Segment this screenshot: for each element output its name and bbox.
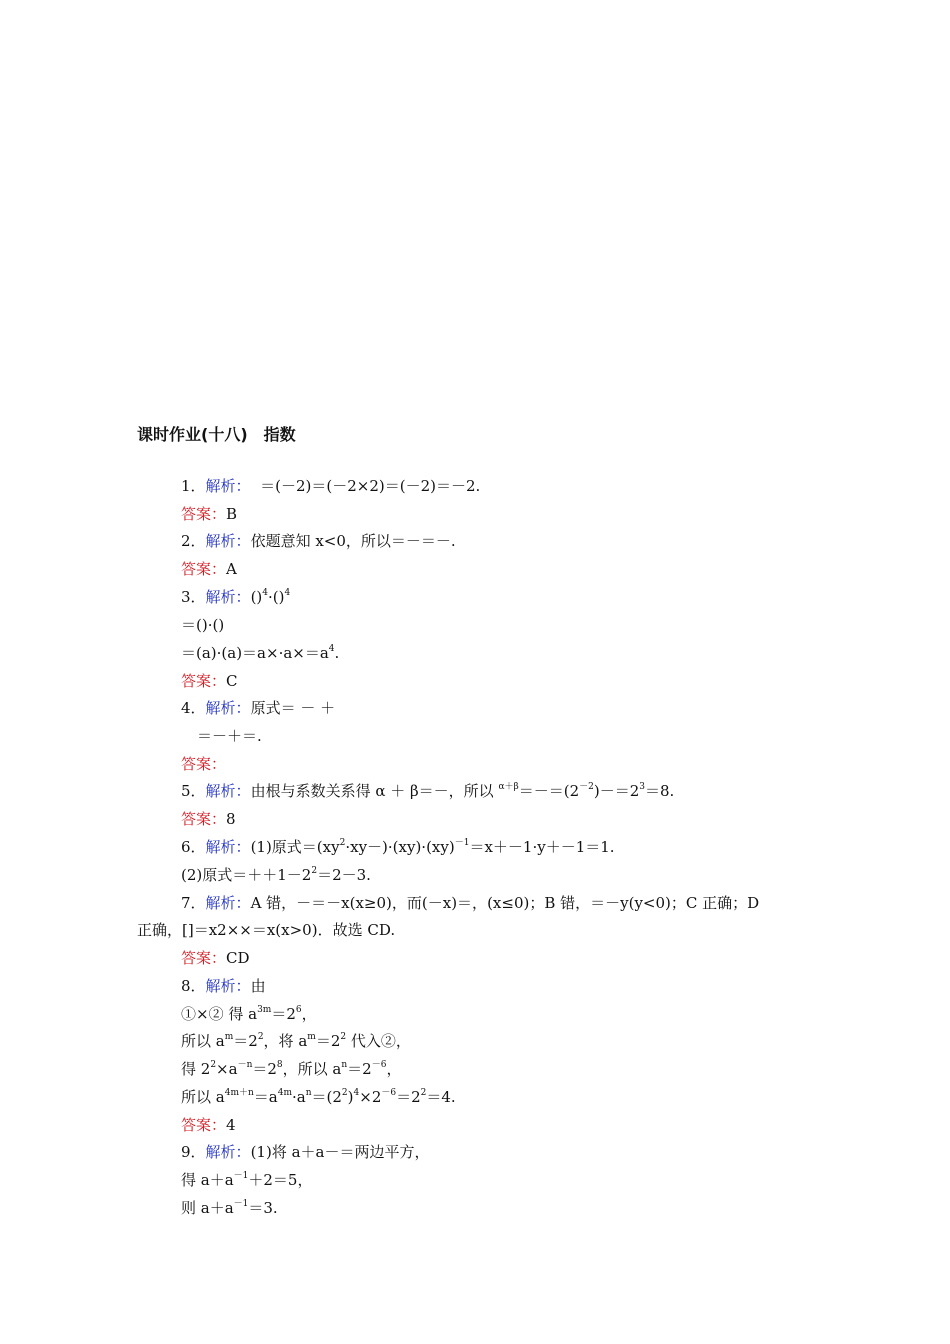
- q8e-text-1: 所以 a: [181, 1088, 225, 1106]
- q7-text: A 错，－＝－x(x≥0)，而(－x)＝，(x≤0)；B 错，＝－y(y<0)；C 正确；D: [250, 894, 760, 912]
- q8c-sup-3: m: [307, 1032, 316, 1042]
- q8-jiexi-label: 解析：: [205, 977, 251, 995]
- q8e-text-5: ): [347, 1088, 354, 1106]
- a3-daan-label: 答案：: [181, 672, 227, 690]
- a5-answer: 8: [226, 810, 236, 828]
- q9c-line: [181, 1198, 278, 1221]
- q8e-sup-2: 4m: [277, 1088, 292, 1098]
- q3c-line: [181, 643, 339, 666]
- q6b-line: [181, 865, 371, 888]
- a1-answer: B: [226, 505, 238, 523]
- q2-jiexi-label: 解析：: [205, 532, 251, 550]
- q2-text: 依题意知 x<0，所以＝－＝－.: [250, 532, 456, 550]
- q6-text-3: ＝x＋－1·y＋－1＝1.: [469, 838, 615, 856]
- q8b-sup-1: 3m: [257, 1005, 272, 1015]
- a8-line: [181, 1115, 236, 1135]
- q3c-text-2: .: [334, 644, 340, 662]
- a4-line: [181, 754, 226, 774]
- q9c-text-1: 则 a＋a: [181, 1199, 234, 1217]
- q8c-sup-4: 2: [340, 1032, 347, 1042]
- q8d-text-5: ＝2: [347, 1060, 372, 1078]
- a7-daan-label: 答案：: [181, 949, 227, 967]
- q5-text-4: ＝8.: [645, 782, 675, 800]
- q8d-sup-2: －n: [237, 1060, 253, 1070]
- q8c-text-3: ，将 a: [263, 1032, 308, 1050]
- q1-number: 1．: [181, 477, 206, 495]
- a8-answer: 4: [226, 1116, 236, 1134]
- q4-line: [181, 698, 335, 718]
- q9-jiexi-label: 解析：: [205, 1143, 251, 1161]
- q8c-line: [181, 1031, 411, 1054]
- a2-daan-label: 答案：: [181, 560, 227, 578]
- q3-number: 3．: [181, 588, 206, 606]
- a5-daan-label: 答案：: [181, 810, 227, 828]
- q6-sup-1: 2: [339, 838, 346, 848]
- q4-text: 原式＝ － ＋: [250, 699, 336, 717]
- q8b-sup-2: 6: [295, 1005, 302, 1015]
- q8e-text-7: ＝2: [396, 1088, 421, 1106]
- q8c-sup-2: 2: [257, 1032, 264, 1042]
- q8d-sup-1: 2: [210, 1060, 217, 1070]
- q8e-text-6: ×2: [359, 1088, 382, 1106]
- q8b-text-2: ＝2: [271, 1005, 296, 1023]
- q8c-text-2: ＝2: [233, 1032, 258, 1050]
- q1-line: [181, 476, 480, 496]
- a7-answer: CD: [226, 949, 250, 967]
- q5-number: 5．: [181, 782, 206, 800]
- q6-number: 6．: [181, 838, 206, 856]
- q4-jiexi-label: 解析：: [205, 699, 251, 717]
- q3c-text-1: ＝(a)·(a)＝a×·a×＝a: [181, 644, 329, 662]
- q8e-sup-6: －6: [381, 1088, 397, 1098]
- q3b-line: ＝()·(): [181, 616, 225, 634]
- q6-jiexi-label: 解析：: [205, 838, 251, 856]
- q9-line: [181, 1142, 429, 1162]
- q8d-text-2: ×a: [216, 1060, 238, 1078]
- a2-answer: A: [226, 560, 237, 578]
- q9-number: 9．: [181, 1143, 206, 1161]
- q7-line: [181, 893, 759, 913]
- q8c-sup-1: m: [224, 1032, 234, 1042]
- q8b-text-1: ①×② 得 a: [181, 1005, 258, 1023]
- q8d-sup-4: n: [341, 1060, 348, 1070]
- q6-text-2: ·xy－)·(xy)·(xy): [345, 838, 455, 856]
- q8b-text-3: ，: [301, 1005, 317, 1023]
- q8d-text-4: ，所以 a: [282, 1060, 342, 1078]
- q9b-text-1: 得 a＋a: [181, 1171, 234, 1189]
- q3c-sup-1: 4: [328, 644, 335, 654]
- q5-sup-1: α＋β: [498, 782, 519, 792]
- q6b-text-2: ＝2－3.: [317, 866, 371, 884]
- q8e-line: [181, 1087, 456, 1110]
- q6-text-1: (1)原式＝(xy: [250, 838, 340, 856]
- q7-jiexi-label: 解析：: [205, 894, 251, 912]
- a5-line: [181, 809, 236, 829]
- q8e-sup-1: 4m＋n: [224, 1088, 254, 1098]
- q3-line: [181, 587, 290, 610]
- q4-number: 4．: [181, 699, 206, 717]
- q8e-sup-3: n: [305, 1088, 312, 1098]
- a7-line: [181, 948, 250, 968]
- q8c-text-1: 所以 a: [181, 1032, 225, 1050]
- q8b-line: [181, 1004, 317, 1027]
- q8e-sup-4: 2: [341, 1088, 348, 1098]
- a2-line: [181, 559, 237, 579]
- q9b-line: [181, 1170, 312, 1193]
- q8d-line: [181, 1059, 401, 1082]
- q5-sup-2: －2: [579, 782, 594, 792]
- q8d-sup-3: 8: [276, 1060, 283, 1070]
- q5-text-1: 由根与系数关系得 α ＋ β＝－，所以: [250, 782, 494, 800]
- q4b-line: ＝－＋＝.: [197, 727, 262, 745]
- q8c-text-5: 代入②，: [346, 1032, 411, 1050]
- page-title: 课时作业(十八) 指数: [137, 425, 296, 444]
- q3-jiexi-label: 解析：: [205, 588, 251, 606]
- q9b-text-2: ＋2＝5，: [248, 1171, 313, 1189]
- q3-sup-2: 4: [284, 588, 291, 598]
- q8-line: [181, 976, 266, 996]
- q8e-text-3: ·a: [292, 1088, 306, 1106]
- q9c-text-2: ＝3.: [248, 1199, 278, 1217]
- q8d-text-3: ＝2: [252, 1060, 277, 1078]
- q3-text-2: ·(): [268, 588, 285, 606]
- a3-answer: C: [226, 672, 238, 690]
- q8d-sup-5: －6: [371, 1060, 387, 1070]
- q8c-text-4: ＝2: [315, 1032, 341, 1050]
- q6b-sup-1: 2: [311, 866, 318, 876]
- q5-line: [181, 781, 674, 804]
- q5-text-3: )－＝2: [593, 782, 640, 800]
- a4-daan-label: 答案：: [181, 755, 227, 773]
- a8-daan-label: 答案：: [181, 1116, 227, 1134]
- q7-number: 7．: [181, 894, 206, 912]
- q8e-text-4: ＝(2: [311, 1088, 342, 1106]
- q8e-sup-7: 2: [420, 1088, 427, 1098]
- q3-text-1: (): [250, 588, 263, 606]
- q1-text: ＝(－2)＝(－2×2)＝(－2)＝－2.: [260, 477, 481, 495]
- q6b-text-1: (2)原式＝＋＋1－2: [181, 866, 312, 884]
- q3-sup-1: 4: [262, 588, 269, 598]
- q5-text-2: ＝－＝(2: [518, 782, 580, 800]
- q8e-text-8: ＝4.: [426, 1088, 456, 1106]
- q8d-text-1: 得 2: [181, 1060, 211, 1078]
- q8d-text-6: ，: [386, 1060, 402, 1078]
- q1-jiexi-label: 解析：: [205, 477, 251, 495]
- q2-line: [181, 531, 456, 551]
- q6-sup-2: －1: [454, 838, 470, 848]
- a3-line: [181, 671, 238, 691]
- q8-number: 8．: [181, 977, 206, 995]
- q2-number: 2．: [181, 532, 206, 550]
- q9b-sup-1: －1: [233, 1171, 249, 1181]
- q5-jiexi-label: 解析：: [205, 782, 251, 800]
- q5-sup-3: 3: [639, 782, 646, 792]
- q7b-line: 正确，[]＝x2××＝x(x>0)．故选 CD.: [137, 921, 396, 939]
- q8e-sup-5: 4: [353, 1088, 360, 1098]
- q9-text: (1)将 a＋a－＝两边平方，: [250, 1143, 430, 1161]
- q6-line: [181, 837, 615, 860]
- q8e-text-2: ＝a: [253, 1088, 278, 1106]
- q9c-sup-1: －1: [233, 1199, 249, 1209]
- a1-daan-label: 答案：: [181, 505, 227, 523]
- a1-line: [181, 504, 237, 524]
- q8-text: 由: [250, 977, 266, 995]
